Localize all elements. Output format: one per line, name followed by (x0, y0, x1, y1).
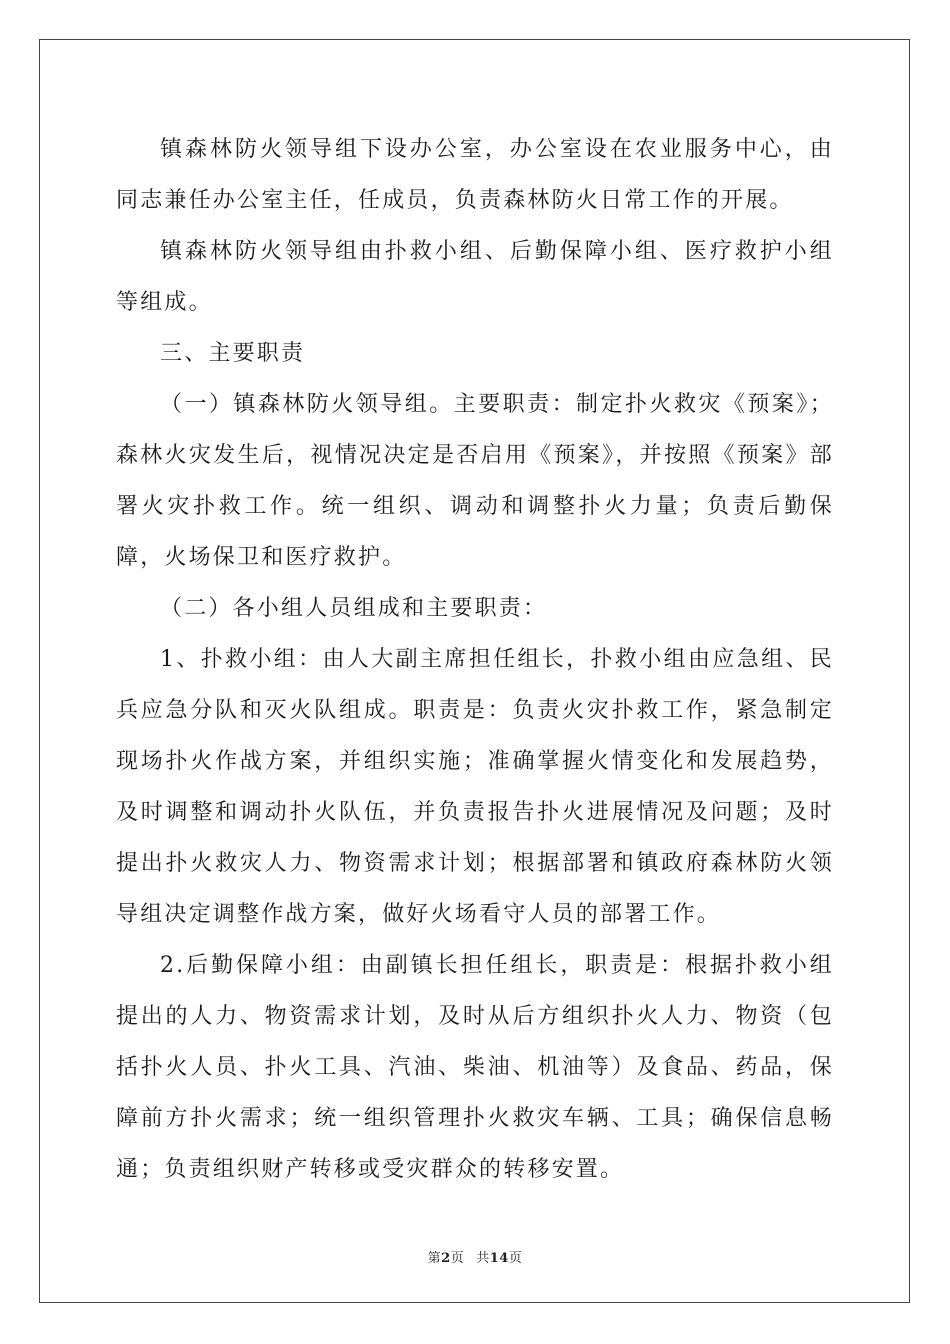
page-unit: 页 (450, 1251, 465, 1266)
page-footer (0, 1247, 950, 1266)
page-total: 14 (489, 1251, 509, 1266)
paragraph-office-setup: 镇森林防火领导组下设办公室，办公室设在农业服务中心，由同志兼任办公室主任，任成员，负责森林防火日常工作的开展。 (116, 137, 834, 213)
section-heading-main-duties: 三、主要职责 (160, 341, 306, 366)
total-prefix: 共 (476, 1251, 490, 1266)
document-body (116, 124, 834, 1195)
page-prefix: 第 (427, 1251, 442, 1266)
total-unit: 页 (508, 1251, 523, 1266)
paragraph-rescue-group: 1、扑救小组：由人大副主席担任组长，扑救小组由应急组、民兵应急分队和灭火队组成。职责是：负责火灾扑救工作，紧急制定现场扑火作战方案，并组织实施；准确掌握火情变化和发展趋势，及时调整和调动扑火队伍，并负责报告扑火进展情况及问题；及时提出扑火救灾人力、物资需求计划；根据部署和镇政府森林防火领导组决定调整作战方案，做好火场看守人员的部署工作。 (116, 647, 834, 927)
paragraph-leadership-duties: （一）镇森林防火领导组。主要职责：制定扑火救灾《预案》；森林火灾发生后，视情况决定是否启用《预案》，并按照《预案》部署火灾扑救工作。统一组织、调动和调整扑火力量；负责后勤保障，火场保卫和医疗救护。 (116, 392, 834, 570)
paragraph-logistics-group: 2.后勤保障小组：由副镇长担任组长，职责是：根据扑救小组提出的人力、物资需求计划，及时从后方组织扑火人力、物资（包括扑火人员、扑火工具、汽油、柴油、机油等）及食品、药品，保障前方扑火需求；统一组织管理扑火救灾车辆、工具；确保信息畅通；负责组织财产转移或受灾群众的转移安置。 (116, 953, 834, 1182)
paragraph-subgroup-intro: （二）各小组人员组成和主要职责： (160, 596, 548, 621)
page-current: 2 (441, 1251, 451, 1266)
paragraph-group-composition: 镇森林防火领导组由扑救小组、后勤保障小组、医疗救护小组等组成。 (116, 239, 834, 315)
